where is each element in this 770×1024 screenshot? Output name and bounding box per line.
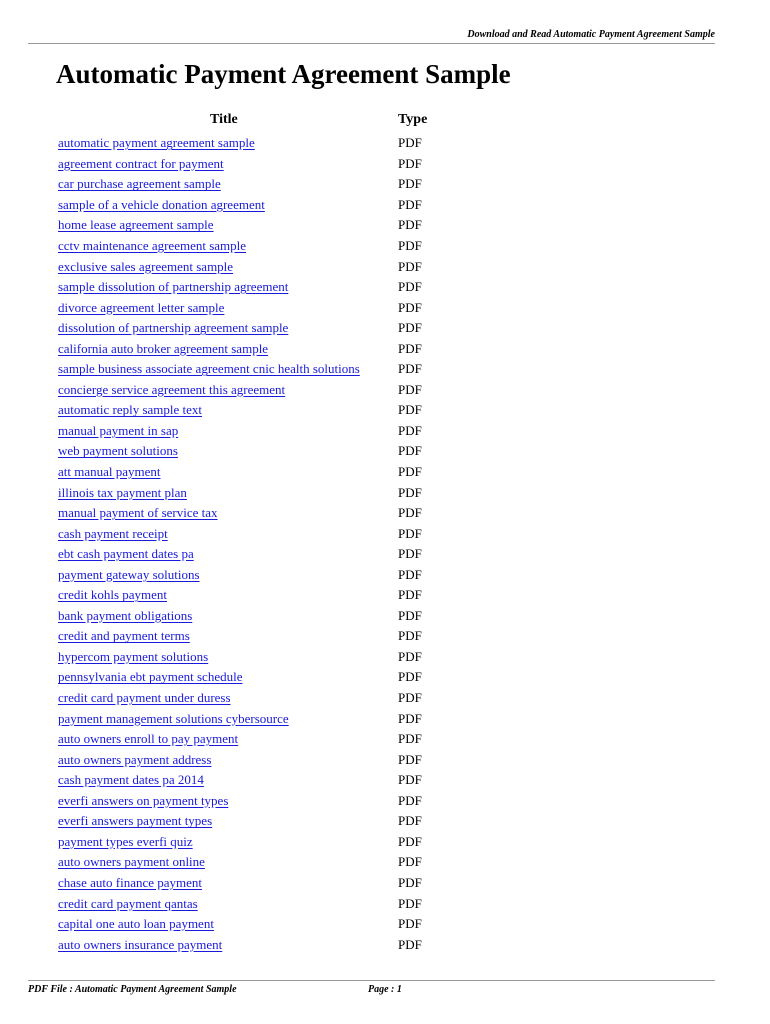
document-link[interactable]: cash payment receipt xyxy=(58,525,168,541)
file-type-label: PDF xyxy=(398,669,422,685)
document-link[interactable]: concierge service agreement this agreement xyxy=(58,381,286,397)
document-link[interactable]: auto owners insurance payment xyxy=(58,936,223,952)
list-item xyxy=(58,421,458,442)
file-type-label: PDF xyxy=(398,874,422,890)
file-type-label: PDF xyxy=(398,381,422,397)
file-type-label: PDF xyxy=(398,176,422,192)
list-item xyxy=(58,256,458,277)
column-header-type: Type xyxy=(398,112,428,127)
list-item xyxy=(58,873,458,894)
document-link[interactable]: everfi answers payment types xyxy=(58,813,213,829)
document-link[interactable]: agreement contract for payment xyxy=(58,155,224,171)
document-link[interactable]: credit kohls payment xyxy=(58,587,168,603)
list-item xyxy=(58,297,458,318)
list-item xyxy=(58,236,458,257)
file-type-label: PDF xyxy=(398,320,422,336)
document-link[interactable]: credit and payment terms xyxy=(58,628,190,644)
document-link[interactable]: credit card payment qantas xyxy=(58,895,198,911)
document-title: Automatic Payment Agreement Sample xyxy=(56,59,511,89)
list-item xyxy=(58,647,458,668)
list-item xyxy=(58,832,458,853)
document-link[interactable]: bank payment obligations xyxy=(58,607,193,623)
document-link[interactable]: manual payment in sap xyxy=(58,422,179,438)
list-item xyxy=(58,359,458,380)
file-type-label: PDF xyxy=(398,854,422,870)
file-type-label: PDF xyxy=(398,505,422,521)
document-link[interactable]: automatic reply sample text xyxy=(58,402,203,418)
document-link[interactable]: exclusive sales agreement sample xyxy=(58,258,234,274)
document-link[interactable]: cash payment dates pa 2014 xyxy=(58,772,204,788)
list-item xyxy=(58,893,458,914)
file-type-label: PDF xyxy=(398,751,422,767)
document-link[interactable]: capital one auto loan payment xyxy=(58,916,214,932)
document-link[interactable]: dissolution of partnership agreement sample xyxy=(58,320,289,336)
file-type-label: PDF xyxy=(398,340,422,356)
file-type-label: PDF xyxy=(398,361,422,377)
footer-divider xyxy=(28,980,715,981)
list-item xyxy=(58,380,458,401)
file-type-label: PDF xyxy=(398,299,422,315)
file-type-label: PDF xyxy=(398,731,422,747)
list-item xyxy=(58,564,458,585)
document-link[interactable]: sample business associate agreement cnic health solutions xyxy=(58,361,360,377)
file-type-label: PDF xyxy=(398,238,422,253)
list-item xyxy=(58,791,458,812)
document-link[interactable]: credit card payment under duress xyxy=(58,690,231,706)
list-item xyxy=(58,462,458,483)
list-item xyxy=(58,749,458,770)
file-type-label: PDF xyxy=(398,936,422,952)
list-item xyxy=(58,729,458,750)
file-type-label: PDF xyxy=(398,196,422,212)
file-type-label: PDF xyxy=(398,484,422,500)
file-type-label: PDF xyxy=(398,690,422,706)
document-link[interactable]: pennsylvania ebt payment schedule xyxy=(58,669,243,685)
file-type-label: PDF xyxy=(398,587,422,603)
file-type-label: PDF xyxy=(398,710,422,726)
document-link[interactable]: payment gateway solutions xyxy=(58,566,200,582)
list-item xyxy=(58,708,458,729)
list-item xyxy=(58,606,458,627)
file-type-label: PDF xyxy=(398,772,422,788)
list-item xyxy=(58,195,458,216)
header-divider xyxy=(28,43,715,44)
document-link[interactable]: payment types everfi quiz xyxy=(58,833,193,849)
file-type-label: PDF xyxy=(398,279,422,295)
list-item xyxy=(58,667,458,688)
file-type-label: PDF xyxy=(398,833,422,849)
document-link[interactable]: automatic payment agreement sample xyxy=(58,135,255,151)
file-type-label: PDF xyxy=(398,607,422,623)
file-type-label: PDF xyxy=(398,422,422,438)
list-item xyxy=(58,852,458,873)
document-link[interactable]: cctv maintenance agreement sample xyxy=(58,238,247,253)
document-link[interactable]: web payment solutions xyxy=(58,443,178,459)
document-link[interactable]: att manual payment xyxy=(58,464,161,480)
list-item xyxy=(58,585,458,606)
document-link[interactable]: auto owners payment online xyxy=(58,854,205,870)
file-type-label: PDF xyxy=(398,566,422,582)
list-item xyxy=(58,174,458,195)
footer-page-number: Page : 1 xyxy=(368,984,402,995)
list-item xyxy=(58,626,458,647)
list-item xyxy=(58,441,458,462)
list-item xyxy=(58,688,458,709)
document-link[interactable]: ebt cash payment dates pa xyxy=(58,546,194,562)
file-type-label: PDF xyxy=(398,792,422,808)
document-link[interactable]: auto owners enroll to pay payment xyxy=(58,731,239,747)
document-link[interactable]: hypercom payment solutions xyxy=(58,648,209,664)
file-type-label: PDF xyxy=(398,546,422,562)
document-link[interactable]: divorce agreement letter sample xyxy=(58,299,225,315)
document-link[interactable]: sample of a vehicle donation agreement xyxy=(58,196,265,212)
list-item xyxy=(58,338,458,359)
file-type-label: PDF xyxy=(398,895,422,911)
footer-file-label: PDF File : Automatic Payment Agreement Sample xyxy=(28,984,237,995)
file-type-label: PDF xyxy=(398,258,422,274)
file-type-label: PDF xyxy=(398,464,422,480)
list-item xyxy=(58,400,458,421)
list-item xyxy=(58,215,458,236)
document-link[interactable]: sample dissolution of partnership agreement xyxy=(58,279,289,295)
document-link[interactable]: car purchase agreement sample xyxy=(58,176,221,192)
list-item xyxy=(58,503,458,524)
file-type-label: PDF xyxy=(398,155,422,171)
list-item xyxy=(58,318,458,339)
document-link[interactable]: payment management solutions cybersource xyxy=(58,710,289,726)
file-type-label: PDF xyxy=(398,648,422,664)
file-type-label: PDF xyxy=(398,628,422,644)
document-link[interactable]: illinois tax payment plan xyxy=(58,484,187,500)
list-item xyxy=(58,277,458,298)
list-item xyxy=(58,523,458,544)
file-type-label: PDF xyxy=(398,135,422,151)
list-item xyxy=(58,482,458,503)
document-link[interactable]: manual payment of service tax xyxy=(58,505,218,521)
document-link[interactable]: home lease agreement sample xyxy=(58,217,214,233)
list-item xyxy=(58,770,458,791)
document-list xyxy=(58,133,458,955)
list-item xyxy=(58,544,458,565)
document-link[interactable]: auto owners payment address xyxy=(58,751,212,767)
list-item xyxy=(58,133,458,154)
list-item xyxy=(58,914,458,935)
file-type-label: PDF xyxy=(398,217,422,233)
file-type-label: PDF xyxy=(398,525,422,541)
file-type-label: PDF xyxy=(398,402,422,418)
list-item xyxy=(58,811,458,832)
list-item xyxy=(58,154,458,175)
column-header-title: Title xyxy=(210,112,238,127)
file-type-label: PDF xyxy=(398,813,422,829)
document-link[interactable]: everfi answers on payment types xyxy=(58,792,229,808)
document-link[interactable]: california auto broker agreement sample xyxy=(58,340,269,356)
file-type-label: PDF xyxy=(398,443,422,459)
list-item xyxy=(58,934,458,955)
file-type-label: PDF xyxy=(398,916,422,932)
document-link[interactable]: chase auto finance payment xyxy=(58,874,203,890)
running-header: Download and Read Automatic Payment Agreement Sample xyxy=(467,29,715,40)
